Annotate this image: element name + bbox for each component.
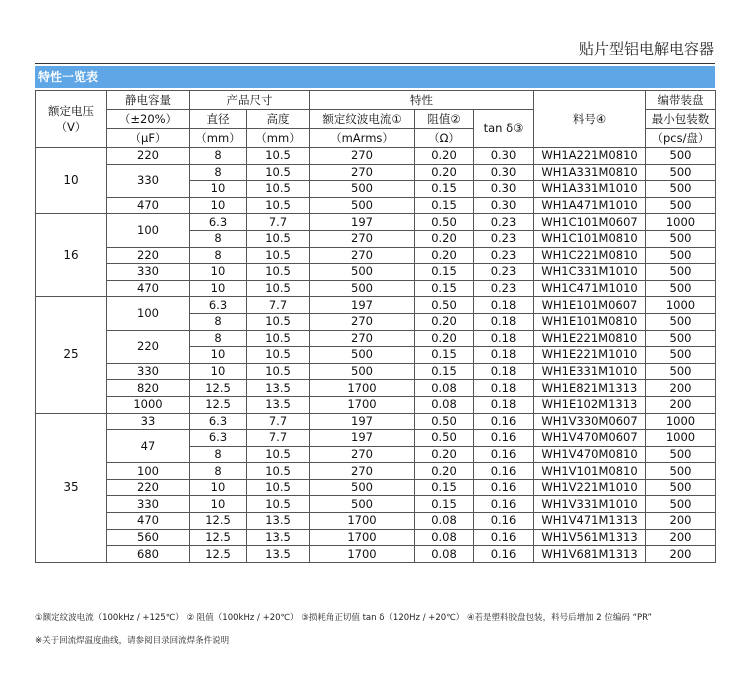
height-cell: 10.5 [247,181,310,198]
impedance-cell: 0.15 [415,280,474,297]
ripple-current-cell: 500 [310,264,415,281]
capacitance-cell: 220 [107,330,190,363]
pack-qty-cell: 500 [646,148,716,165]
diameter-cell: 6.3 [190,430,247,447]
tan-delta-cell: 0.23 [474,247,534,264]
diameter-cell: 10 [190,363,247,380]
tan-delta-cell: 0.23 [474,230,534,247]
table-row [36,363,716,380]
table-row [36,380,716,397]
capacitance-cell: 33 [107,413,190,430]
section-banner: 特性一览表 [35,66,715,88]
header-diameter-unit: （mm） [190,129,247,148]
capacitance-cell: 1000 [107,396,190,413]
part-number-cell: WH1E821M1313 [534,380,646,397]
title-rule [35,63,715,64]
capacitance-cell: 330 [107,496,190,513]
table-row [36,413,716,430]
footnote-conditions: ①额定纹波电流（100kHz / +125℃） ② 阻值（100kHz / +20℃） ③损耗角正切值 tan δ（120Hz / +20℃） ④若是塑料胶盘包装，料号后增加 2 位编码 “PR” [35,613,652,623]
impedance-cell: 0.08 [415,513,474,530]
height-cell: 10.5 [247,247,310,264]
table-row [36,247,716,264]
height-cell: 10.5 [247,446,310,463]
diameter-cell: 12.5 [190,380,247,397]
pack-qty-cell: 500 [646,363,716,380]
diameter-cell: 8 [190,164,247,181]
ripple-current-cell: 500 [310,363,415,380]
diameter-cell: 8 [190,313,247,330]
capacitance-cell: 220 [107,247,190,264]
ripple-current-cell: 500 [310,280,415,297]
part-number-cell: WH1E221M1010 [534,347,646,364]
part-number-cell: WH1V561M1313 [534,529,646,546]
pack-qty-cell: 1000 [646,430,716,447]
capacitance-cell: 220 [107,479,190,496]
tan-delta-cell: 0.30 [474,181,534,198]
height-cell: 10.5 [247,148,310,165]
impedance-cell: 0.50 [415,214,474,231]
part-number-cell: WH1V101M0810 [534,463,646,480]
header-diameter: 直径 [190,110,247,129]
impedance-cell: 0.08 [415,380,474,397]
ripple-current-cell: 270 [310,463,415,480]
impedance-cell: 0.15 [415,264,474,281]
table-row [36,214,716,231]
capacitance-cell: 470 [107,280,190,297]
diameter-cell: 10 [190,280,247,297]
table-row [36,330,716,347]
spec-table-body [36,148,716,563]
ripple-current-cell: 270 [310,330,415,347]
capacitance-cell: 330 [107,264,190,281]
tan-delta-cell: 0.16 [474,496,534,513]
part-number-cell: WH1A471M1010 [534,197,646,214]
height-cell: 7.7 [247,297,310,314]
impedance-cell: 0.08 [415,396,474,413]
tan-delta-cell: 0.16 [474,513,534,530]
header-height-unit: （mm） [247,129,310,148]
impedance-cell: 0.20 [415,164,474,181]
impedance-cell: 0.15 [415,197,474,214]
capacitance-cell: 470 [107,513,190,530]
header-pack-qty: 最小包装数 [646,110,716,129]
table-row [36,546,716,563]
diameter-cell: 10 [190,197,247,214]
height-cell: 10.5 [247,496,310,513]
table-row [36,513,716,530]
height-cell: 13.5 [247,546,310,563]
part-number-cell: WH1E221M0810 [534,330,646,347]
tan-delta-cell: 0.30 [474,148,534,165]
part-number-cell: WH1E331M1010 [534,363,646,380]
capacitance-cell: 680 [107,546,190,563]
diameter-cell: 8 [190,148,247,165]
impedance-cell: 0.20 [415,247,474,264]
impedance-cell: 0.15 [415,181,474,198]
part-number-cell: WH1E101M0810 [534,313,646,330]
diameter-cell: 8 [190,247,247,264]
tan-delta-cell: 0.18 [474,347,534,364]
capacitance-cell: 330 [107,164,190,197]
pack-qty-cell: 500 [646,164,716,181]
part-number-cell: WH1V330M0607 [534,413,646,430]
height-cell: 13.5 [247,396,310,413]
pack-qty-cell: 500 [646,247,716,264]
diameter-cell: 12.5 [190,546,247,563]
pack-qty-cell: 200 [646,546,716,563]
ripple-current-cell: 197 [310,214,415,231]
diameter-cell: 10 [190,181,247,198]
pack-qty-cell: 500 [646,463,716,480]
table-row [36,280,716,297]
height-cell: 10.5 [247,463,310,480]
ripple-current-cell: 1700 [310,529,415,546]
table-row [36,496,716,513]
part-number-cell: WH1A331M0810 [534,164,646,181]
part-number-cell: WH1C101M0607 [534,214,646,231]
ripple-current-cell: 500 [310,479,415,496]
part-number-cell: WH1V471M1313 [534,513,646,530]
ripple-current-cell: 500 [310,347,415,364]
pack-qty-cell: 500 [646,347,716,364]
header-pack-group: 编带装盘 [646,91,716,110]
tan-delta-cell: 0.16 [474,479,534,496]
pack-qty-cell: 1000 [646,214,716,231]
part-number-cell: WH1V331M1010 [534,496,646,513]
header-impedance-unit: （Ω） [415,129,474,148]
impedance-cell: 0.20 [415,463,474,480]
height-cell: 10.5 [247,164,310,181]
voltage-cell: 16 [36,214,107,297]
ripple-current-cell: 270 [310,164,415,181]
document-title: 贴片型铝电解电容器 [578,40,714,58]
ripple-current-cell: 270 [310,230,415,247]
table-row [36,148,716,165]
header-tan-delta: tan δ③ [474,110,534,148]
table-row [36,463,716,480]
pack-qty-cell: 200 [646,513,716,530]
pack-qty-cell: 500 [646,181,716,198]
ripple-current-cell: 1700 [310,546,415,563]
height-cell: 13.5 [247,529,310,546]
capacitance-cell: 100 [107,297,190,330]
part-number-cell: WH1V470M0810 [534,446,646,463]
header-capacitance-unit: （μF） [107,129,190,148]
tan-delta-cell: 0.18 [474,396,534,413]
tan-delta-cell: 0.18 [474,313,534,330]
header-impedance: 阻值② [415,110,474,129]
tan-delta-cell: 0.18 [474,297,534,314]
pack-qty-cell: 1000 [646,297,716,314]
impedance-cell: 0.50 [415,413,474,430]
header-ripple-unit: （mArms） [310,129,415,148]
table-row [36,297,716,314]
tan-delta-cell: 0.30 [474,164,534,181]
height-cell: 10.5 [247,479,310,496]
diameter-cell: 12.5 [190,513,247,530]
height-cell: 10.5 [247,197,310,214]
tan-delta-cell: 0.18 [474,380,534,397]
ripple-current-cell: 270 [310,148,415,165]
pack-qty-cell: 500 [646,330,716,347]
impedance-cell: 0.50 [415,430,474,447]
tan-delta-cell: 0.16 [474,446,534,463]
impedance-cell: 0.20 [415,148,474,165]
capacitance-cell: 100 [107,214,190,247]
table-row [36,430,716,447]
footnote-reflow: ※关于回流焊温度曲线，请参阅目录回流焊条件说明 [35,636,230,646]
impedance-cell: 0.20 [415,446,474,463]
tan-delta-cell: 0.18 [474,363,534,380]
part-number-cell: WH1V470M0607 [534,430,646,447]
impedance-cell: 0.20 [415,330,474,347]
diameter-cell: 10 [190,264,247,281]
part-number-cell: WH1A221M0810 [534,148,646,165]
pack-qty-cell: 500 [646,264,716,281]
height-cell: 7.7 [247,214,310,231]
pack-qty-cell: 500 [646,280,716,297]
capacitance-cell: 560 [107,529,190,546]
tan-delta-cell: 0.16 [474,529,534,546]
tan-delta-cell: 0.16 [474,413,534,430]
impedance-cell: 0.15 [415,363,474,380]
capacitance-cell: 220 [107,148,190,165]
part-number-cell: WH1A331M1010 [534,181,646,198]
pack-qty-cell: 500 [646,446,716,463]
height-cell: 10.5 [247,280,310,297]
height-cell: 7.7 [247,430,310,447]
part-number-cell: WH1E102M1313 [534,396,646,413]
pack-qty-cell: 500 [646,197,716,214]
header-height: 高度 [247,110,310,129]
part-number-cell: WH1C331M1010 [534,264,646,281]
ripple-current-cell: 270 [310,313,415,330]
header-capacitance-tol: （±20%） [107,110,190,129]
impedance-cell: 0.20 [415,230,474,247]
header-part-number: 料号④ [534,91,646,148]
pack-qty-cell: 200 [646,529,716,546]
capacitance-cell: 100 [107,463,190,480]
ripple-current-cell: 270 [310,247,415,264]
diameter-cell: 8 [190,446,247,463]
diameter-cell: 10 [190,496,247,513]
impedance-cell: 0.50 [415,297,474,314]
header-pack-qty-unit: （pcs/盘） [646,129,716,148]
part-number-cell: WH1E101M0607 [534,297,646,314]
ripple-current-cell: 500 [310,496,415,513]
ripple-current-cell: 1700 [310,396,415,413]
voltage-cell: 25 [36,297,107,413]
header-char-group: 特性 [310,91,534,110]
height-cell: 7.7 [247,413,310,430]
table-row [36,529,716,546]
impedance-cell: 0.20 [415,313,474,330]
tan-delta-cell: 0.23 [474,214,534,231]
ripple-current-cell: 500 [310,197,415,214]
part-number-cell: WH1V221M1010 [534,479,646,496]
height-cell: 10.5 [247,363,310,380]
impedance-cell: 0.15 [415,496,474,513]
impedance-cell: 0.15 [415,347,474,364]
diameter-cell: 6.3 [190,413,247,430]
ripple-current-cell: 197 [310,430,415,447]
tan-delta-cell: 0.30 [474,197,534,214]
table-row [36,479,716,496]
pack-qty-cell: 500 [646,313,716,330]
ripple-current-cell: 197 [310,413,415,430]
tan-delta-cell: 0.16 [474,463,534,480]
capacitance-cell: 470 [107,197,190,214]
diameter-cell: 6.3 [190,297,247,314]
ripple-current-cell: 1700 [310,380,415,397]
tan-delta-cell: 0.23 [474,280,534,297]
height-cell: 10.5 [247,264,310,281]
spec-table [35,90,716,563]
diameter-cell: 12.5 [190,529,247,546]
height-cell: 10.5 [247,330,310,347]
table-row [36,164,716,181]
table-row [36,396,716,413]
tan-delta-cell: 0.18 [474,330,534,347]
diameter-cell: 8 [190,330,247,347]
pack-qty-cell: 1000 [646,413,716,430]
pack-qty-cell: 200 [646,396,716,413]
impedance-cell: 0.08 [415,529,474,546]
capacitance-cell: 47 [107,430,190,463]
ripple-current-cell: 1700 [310,513,415,530]
voltage-cell: 35 [36,413,107,562]
height-cell: 10.5 [247,313,310,330]
part-number-cell: WH1C221M0810 [534,247,646,264]
part-number-cell: WH1C471M1010 [534,280,646,297]
ripple-current-cell: 197 [310,297,415,314]
table-row [36,264,716,281]
part-number-cell: WH1C101M0810 [534,230,646,247]
diameter-cell: 8 [190,230,247,247]
pack-qty-cell: 500 [646,230,716,247]
diameter-cell: 6.3 [190,214,247,231]
header-capacitance: 静电容量 [107,91,190,110]
tan-delta-cell: 0.16 [474,430,534,447]
pack-qty-cell: 200 [646,380,716,397]
diameter-cell: 8 [190,463,247,480]
diameter-cell: 10 [190,347,247,364]
ripple-current-cell: 500 [310,181,415,198]
header-voltage: 额定电压 （V） [36,91,107,148]
table-row [36,197,716,214]
ripple-current-cell: 270 [310,446,415,463]
impedance-cell: 0.15 [415,479,474,496]
voltage-cell: 10 [36,148,107,214]
diameter-cell: 10 [190,479,247,496]
tan-delta-cell: 0.16 [474,546,534,563]
pack-qty-cell: 500 [646,496,716,513]
capacitance-cell: 330 [107,363,190,380]
height-cell: 10.5 [247,347,310,364]
impedance-cell: 0.08 [415,546,474,563]
height-cell: 10.5 [247,230,310,247]
height-cell: 13.5 [247,380,310,397]
tan-delta-cell: 0.23 [474,264,534,281]
header-size-group: 产品尺寸 [190,91,310,110]
capacitance-cell: 820 [107,380,190,397]
part-number-cell: WH1V681M1313 [534,546,646,563]
pack-qty-cell: 500 [646,479,716,496]
header-ripple: 额定纹波电流① [310,110,415,129]
diameter-cell: 12.5 [190,396,247,413]
height-cell: 13.5 [247,513,310,530]
